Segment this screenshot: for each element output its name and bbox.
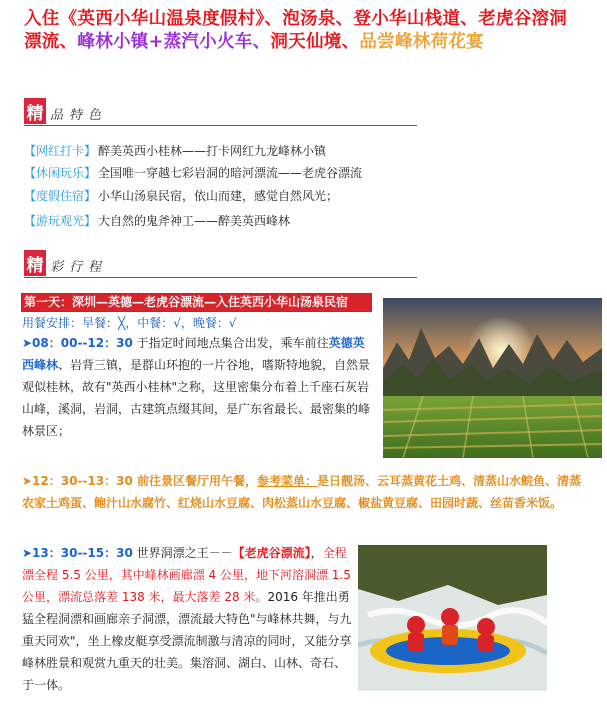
section-header-itinerary	[24, 248, 417, 282]
section-badge: 精	[24, 250, 46, 276]
block-text: 于指定时间地点集合出发，乘车前往	[132, 336, 329, 350]
feature-tag: 【度假住宿】	[24, 189, 97, 203]
block-text: 2016 年推出勇猛全程洞漂和画廊亲子洞漂，漂流最大特色"与峰林共舞，与九重天同欢"，坐上橡皮艇享受漂流制激与清凉的同时，又能分享峰林胜景和观赏九重天的壮美。集溶洞、湖白、山林、奇石、于一体。	[22, 590, 352, 692]
section-divider	[24, 125, 417, 126]
block-text: 世界洞漂之王－－	[132, 546, 233, 560]
feature-tag: 【休闲玩乐】	[24, 166, 97, 180]
title-part-1: 入住《英西小华山温泉度假村》	[24, 9, 265, 29]
time-range: ➤12：30--13：30	[22, 474, 133, 488]
section-title: 彩行程	[50, 260, 108, 275]
title-part-3: 老虎谷溶洞漂流、	[24, 9, 568, 52]
rafting-photo	[358, 545, 547, 691]
block-text: 、岩背三镇，是群山环抱的一片谷地，嗜斯特地貌，自然景观似桂林，故有"英西小桂林"之称，这里密集分布着上千座石灰岩山峰，溪洞，岩洞，古建筑点缀其间，是广东省最长、最密集的峰林景区；	[22, 358, 371, 438]
feature-item	[24, 212, 464, 230]
highlight-text: 英德英西峰林	[22, 336, 365, 372]
feature-text: 醉美英西小桂林——打卡网红九龙峰林小镇	[98, 144, 327, 158]
feature-tag: 【游玩观光】	[24, 214, 97, 228]
feature-item	[24, 142, 464, 160]
itinerary-block-2	[22, 470, 587, 514]
menu-dishes: 是日靓汤、云耳蒸黄花土鸡、清蒸山水鲩鱼、清蒸农家土鸡蛋、鲍汁山水腐竹、红烧山水豆腐、肉松蒸山水豆腐、椒盐黄豆腐、田园时蔬、丝苗香米饭。	[22, 474, 582, 510]
feature-item	[24, 164, 464, 182]
title-part-5: 洞天仙境、	[270, 32, 360, 52]
itinerary-block-3	[22, 542, 354, 696]
karst-landscape-photo	[383, 298, 602, 458]
feature-text: 大自然的鬼斧神工——醉美英西峰林	[98, 214, 291, 228]
feature-item	[24, 187, 464, 205]
meal-arrangement: 用餐安排：早餐：╳，中餐：√，晚餐：√	[22, 316, 237, 330]
section-title: 品特色	[50, 108, 108, 123]
menu-label: 参考菜单：	[257, 474, 318, 488]
title-part-4: 峰林小镇+蒸汽小火车、	[77, 32, 271, 52]
itinerary-block-1	[22, 332, 372, 442]
time-range: ➤08：00--12：30	[22, 336, 133, 350]
block-text: 前往景区餐厅用午餐，	[132, 474, 258, 488]
section-header-features	[24, 96, 417, 130]
rafting-stats: 全程漂全程 5.5 公里，其中峰林画廊漂 4 公里，地下河溶洞漂 1.5 公里，漂流总落差 138 米，最大落差 28 米。	[22, 546, 351, 604]
time-range: ➤13：30--15：30	[22, 546, 133, 560]
feature-text: 小华山汤泉民宿，依山而建，感觉自然风光；	[98, 189, 339, 203]
title-part-6: 品尝峰林荷花宴	[359, 32, 484, 52]
page-title	[24, 8, 584, 54]
feature-text: 全国唯一穿越七彩岩洞的暗河漂流——老虎谷漂流	[98, 166, 363, 180]
day1-title-bar: 第一天：深圳—英德—老虎谷漂流—入住英西小华山汤泉民宿	[22, 294, 371, 311]
section-divider	[24, 277, 417, 278]
highlight-text: 【老虎谷漂流】	[232, 546, 311, 560]
feature-tag: 【网红打卡】	[24, 144, 97, 158]
section-badge: 精	[24, 98, 46, 124]
block-text: ，	[310, 546, 323, 560]
title-part-2: 、泡汤泉、登小华山栈道、	[264, 9, 479, 29]
